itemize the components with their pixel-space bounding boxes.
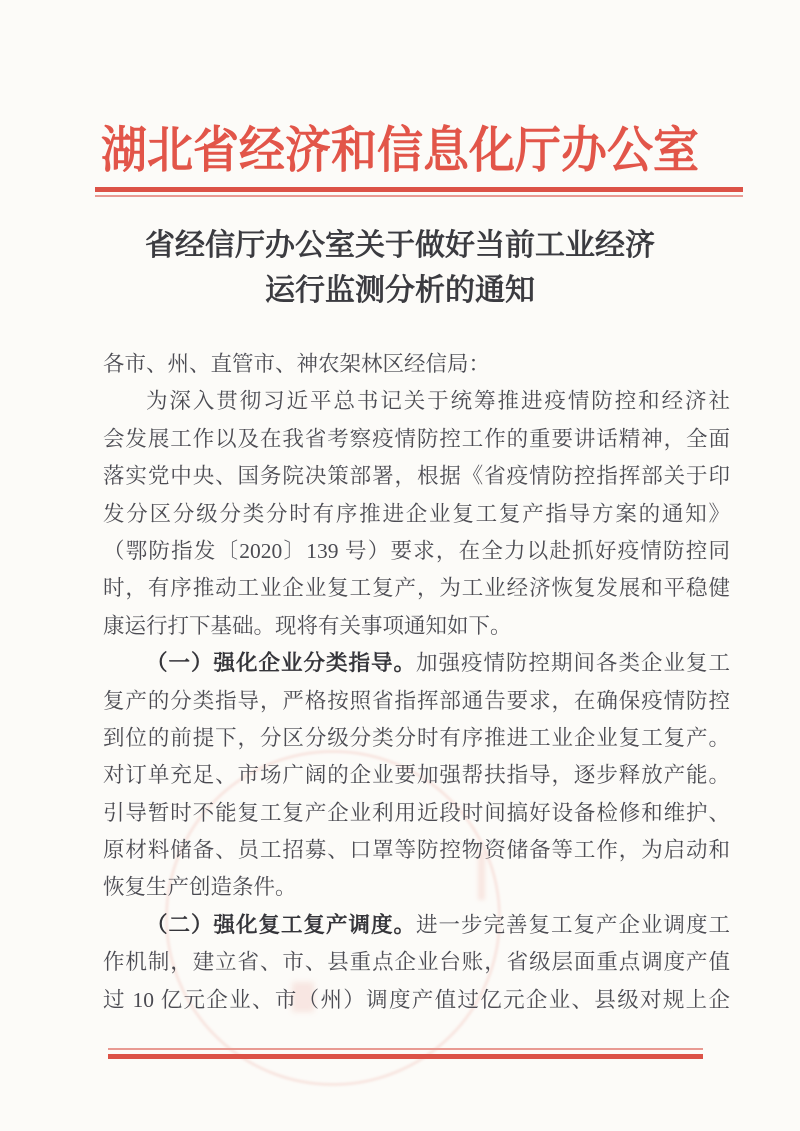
section-heading-1: （一）强化企业分类指导。 xyxy=(146,651,416,676)
body-line: 过 10 亿元企业、市（州）调度产值过亿元企业、县级对规上企 xyxy=(103,987,730,1012)
salutation: 各市、州、直管市、神农架林区经信局： xyxy=(103,352,491,376)
letterhead-rule xyxy=(95,187,743,197)
body-line: 康运行打下基础。现将有关事项通知如下。 xyxy=(103,613,512,638)
body-line-text: 加强疫情防控期间各类企业复工 xyxy=(416,651,730,676)
body-line: 原材料储备、员工招募、口罩等防控物资储备等工作，为启动和 xyxy=(103,838,730,863)
body-line: （鄂防指发〔2020〕139 号）要求，在全力以赴抓好疫情防控同 xyxy=(103,538,730,563)
body-line: 为深入贯彻习近平总书记关于统筹推进疫情防控和经济社 xyxy=(146,389,730,414)
body-line xyxy=(103,645,730,682)
footer-rule xyxy=(108,1048,703,1059)
section-heading-2: （二）强化复工复产调度。 xyxy=(146,912,416,937)
body-line: 复产的分类指导，严格按照省指挥部通告要求，在确保疫情防控 xyxy=(103,688,730,713)
letterhead-title: 湖北省经济和信息化厅办公室 xyxy=(101,122,699,178)
document-title-line2: 运行监测分析的通知 xyxy=(265,274,535,307)
body-line xyxy=(103,907,730,944)
body-line-text: 进一步完善复工复产企业调度工 xyxy=(416,912,730,937)
body-line: 会发展工作以及在我省考察疫情防控工作的重要讲话精神，全面 xyxy=(103,426,730,451)
body-line: 落实党中央、国务院决策部署，根据《省疫情防控指挥部关于印 xyxy=(103,464,730,489)
body-line: 引导暂时不能复工复产企业利用近段时间搞好设备检修和维护、 xyxy=(103,800,730,825)
body-line: 时，有序推动工业企业复工复产，为工业经济恢复发展和平稳健 xyxy=(103,576,730,601)
document-body xyxy=(103,346,730,1019)
letterhead-rule-thick xyxy=(95,187,743,192)
body-line: 发分区分级分类分时有序推进企业复工复产指导方案的通知》 xyxy=(103,501,730,526)
body-line: 作机制，建立省、市、县重点企业台账，省级层面重点调度产值 xyxy=(103,950,730,975)
body-line: 到位的前提下，分区分级分类分时有序推进工业企业复工复产。 xyxy=(103,725,730,750)
letterhead-rule-thin xyxy=(95,195,743,197)
body-line: 对订单充足、市场广阔的企业要加强帮扶指导，逐步释放产能。 xyxy=(103,763,730,788)
document-title-line1: 省经信厅办公室关于做好当前工业经济 xyxy=(145,229,655,262)
footer-rule-thick xyxy=(108,1054,703,1059)
body-line: 恢复生产创造条件。 xyxy=(103,875,297,900)
document-title xyxy=(0,223,800,313)
footer-rule-thin xyxy=(108,1048,703,1050)
